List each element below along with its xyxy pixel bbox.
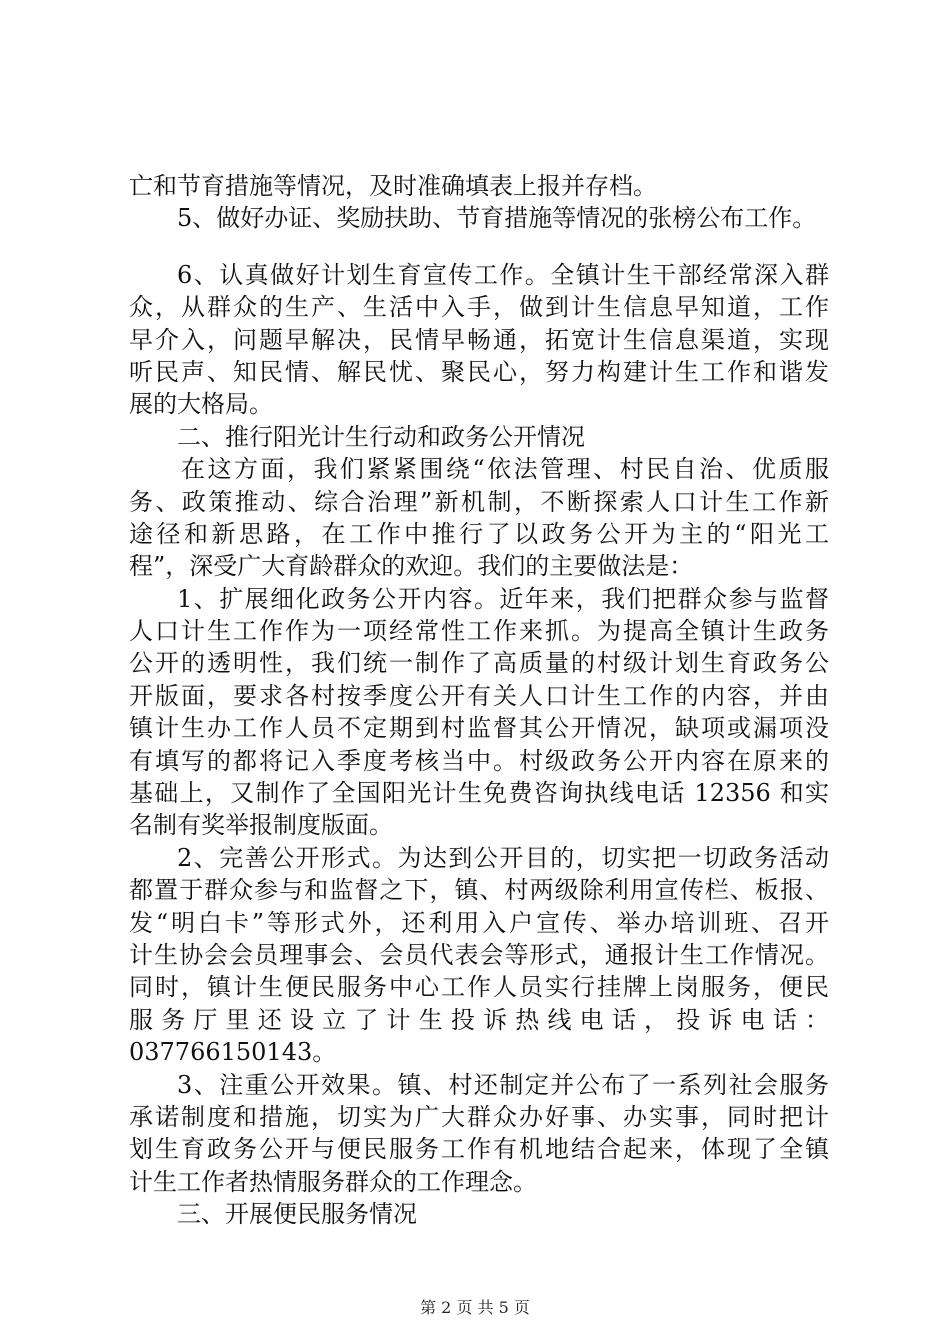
text-line: 众，从群众的生产、生活中入手，做到计生信息早知道，工作 (129, 293, 829, 322)
text-line: 开版面，要求各村按季度公开有关人口计生工作的内容，并由 (129, 681, 829, 710)
section-heading: 二、推行阳光计生行动和政务公开情况 (177, 422, 585, 451)
text-line: 发“明白卡”等形式外，还利用入户宣传、举办培训班、召开 (129, 908, 829, 937)
text-line: 早介入，问题早解决，民情早畅通，拓宽计生信息渠道，实现 (129, 325, 829, 354)
text-line: 计生协会会员理事会、会员代表会等形式，通报计生工作情况。 (129, 940, 829, 969)
text-line: 听民声、知民情、解民忧、聚民心，努力构建计生工作和谐发 (129, 357, 829, 386)
paragraph-gap (129, 235, 829, 259)
text-line: 划生育政务公开与便民服务工作有机地结合起来，体现了全镇 (129, 1135, 829, 1164)
text-line: 5、做好办证、奖励扶助、节育措施等情况的张榜公布工作。 (177, 204, 817, 233)
text-line: 亡和节育措施等情况，及时准确填表上报并存档。 (129, 172, 657, 200)
text-line: 1、扩展细化政务公开内容。近年来，我们把群众参与监督 (177, 584, 829, 613)
text-line: 同时，镇计生便民服务中心工作人员实行挂牌上岗服务，便民 (129, 973, 829, 1002)
text-line: 人口计生工作作为一项经常性工作来抓。为提高全镇计生政务 (129, 617, 829, 646)
text-line: 037766150143。 (129, 1038, 337, 1067)
document-body (129, 170, 829, 1231)
text-line: 承诺制度和措施，切实为广大群众办好事、办实事，同时把计 (129, 1102, 829, 1131)
page-footer: 第 2 页 共 5 页 (420, 1298, 530, 1317)
text-line: 服务厅里还设立了计生投诉热线电话，投诉电话： (129, 1005, 829, 1034)
text-line: 基础上，又制作了全国阳光计生免费咨询执线电话 12356 和实 (129, 779, 829, 808)
text-line: 2、完善公开形式。为达到公开目的，切实把一切政务活动 (177, 843, 829, 872)
text-line: 公开的透明性，我们统一制作了高质量的村级计划生育政务公 (129, 649, 829, 678)
text-line: 务、政策推动、综合治理”新机制，不断探索人口计生工作新 (129, 487, 829, 516)
text-line: 都置于群众参与和监督之下，镇、村两级除利用宣传栏、板报、 (129, 876, 829, 905)
text-line: 镇计生办工作人员不定期到村监督其公开情况，缺项或漏项没 (129, 714, 829, 743)
text-line: 途径和新思路，在工作中推行了以政务公开为主的“阳光工 (129, 519, 829, 548)
section-heading: 三、开展便民服务情况 (177, 1200, 417, 1229)
text-line: 名制有奖举报制度版面。 (129, 811, 393, 840)
text-line: 6、认真做好计划生育宣传工作。全镇计生干部经常深入群 (177, 260, 829, 289)
text-line: 计生工作者热情服务群众的工作理念。 (129, 1167, 537, 1196)
text-line: 程”，深受广大育龄群众的欢迎。我们的主要做法是： (129, 552, 694, 581)
text-line: 3、注重公开效果。镇、村还制定并公布了一系列社会服务 (177, 1070, 829, 1099)
text-line: 在这方面，我们紧紧围绕“依法管理、村民自治、优质服 (181, 455, 829, 484)
text-line: 展的大格局。 (129, 390, 273, 419)
text-line: 有填写的都将记入季度考核当中。村级政务公开内容在原来的 (129, 746, 829, 775)
